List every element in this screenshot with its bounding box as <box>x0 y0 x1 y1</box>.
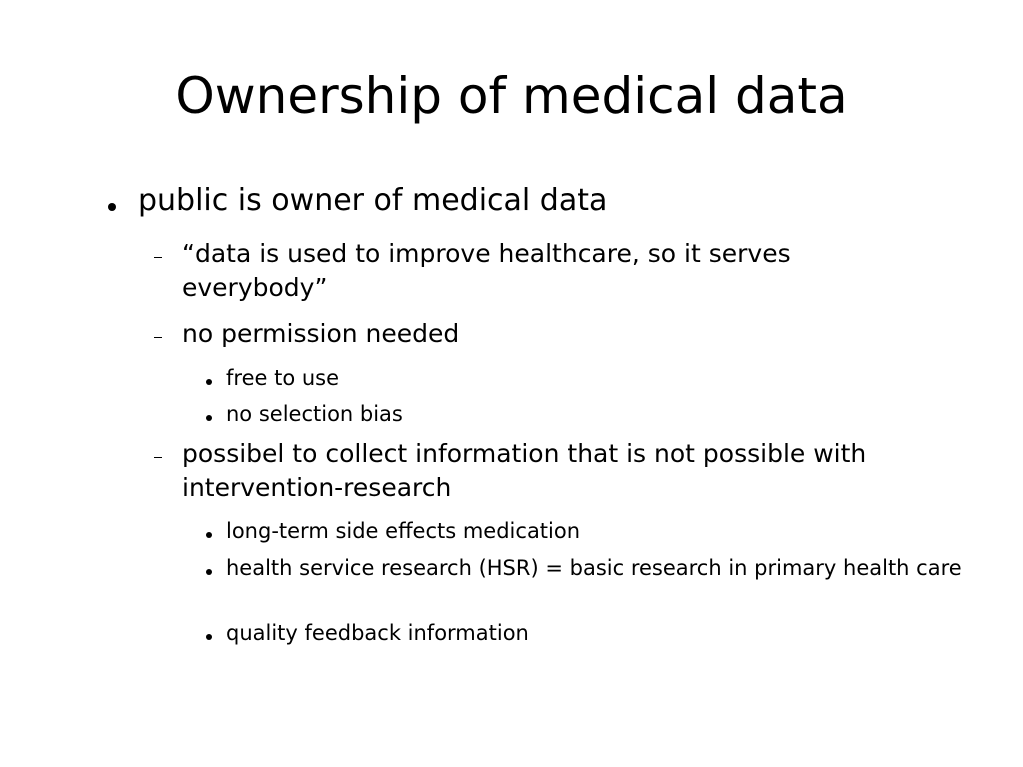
bullet-text: long-term side effects medication <box>226 519 581 543</box>
bullet-text: public is owner of medical data <box>138 183 608 218</box>
bullet-item-level-3 <box>226 517 986 546</box>
bullet-text: no permission needed <box>182 319 460 348</box>
bullet-item-level-2 <box>182 437 952 505</box>
bullet-dot-icon <box>206 569 212 575</box>
bullet-dash-icon <box>154 337 162 338</box>
bullet-dot-icon <box>206 634 212 640</box>
bullet-dot-icon <box>206 379 212 385</box>
bullet-item-level-3 <box>226 364 986 393</box>
bullet-dot-icon <box>206 415 212 421</box>
bullet-item-level-2 <box>182 237 882 305</box>
bullet-text: “data is used to improve healthcare, so it serves everybody” <box>182 239 791 302</box>
bullet-dash-icon <box>154 257 162 258</box>
bullet-text: free to use <box>226 366 340 390</box>
bullet-text: quality feedback information <box>226 621 529 645</box>
bullet-dash-icon <box>154 457 162 458</box>
bullet-dot-icon <box>206 532 212 538</box>
bullet-item-level-1 <box>138 183 978 219</box>
slide-title: Ownership of medical data <box>175 67 848 125</box>
bullet-item-level-3 <box>226 619 986 648</box>
bullet-text: possibel to collect information that is not possible with intervention-research <box>182 439 867 502</box>
bullet-item-level-2 <box>182 317 962 351</box>
bullet-text: no selection bias <box>226 402 403 426</box>
bullet-item-level-3 <box>226 400 986 429</box>
bullet-text: health service research (HSR) = basic research in primary health care <box>226 556 962 580</box>
bullet-dot-icon <box>108 203 116 211</box>
bullet-item-level-3 <box>226 554 996 583</box>
